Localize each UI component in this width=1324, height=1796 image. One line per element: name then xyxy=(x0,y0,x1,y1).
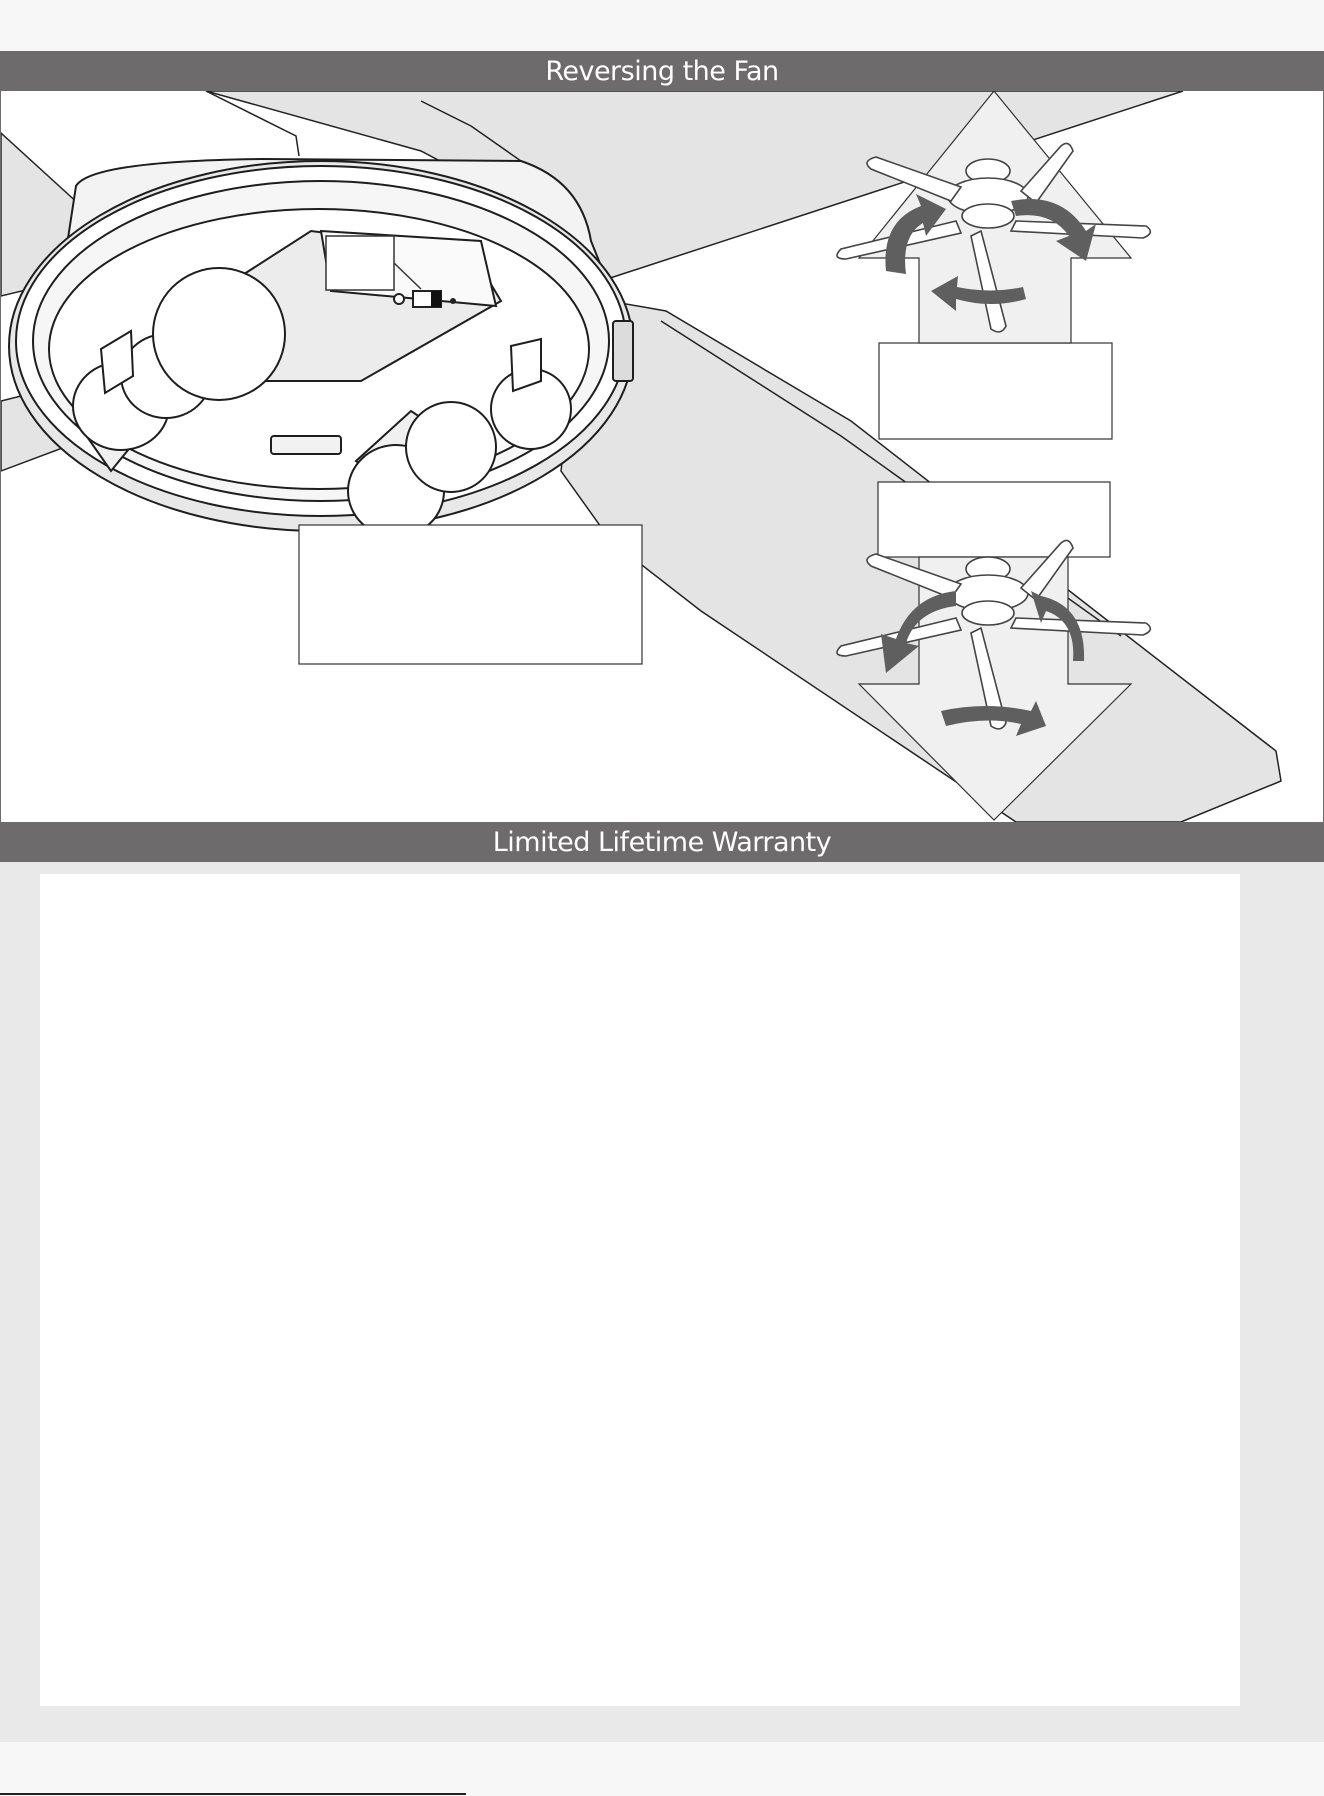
section-header-reversing xyxy=(0,51,1324,91)
section-title: Limited Lifetime Warranty xyxy=(492,826,832,858)
reversing-fan-illustration xyxy=(0,91,1324,822)
footer-rule xyxy=(0,1793,466,1795)
warranty-text-panel xyxy=(40,874,1240,1706)
section-title: Reversing the Fan xyxy=(545,55,779,87)
warranty-section xyxy=(0,862,1324,1742)
section-header-warranty xyxy=(0,822,1324,862)
